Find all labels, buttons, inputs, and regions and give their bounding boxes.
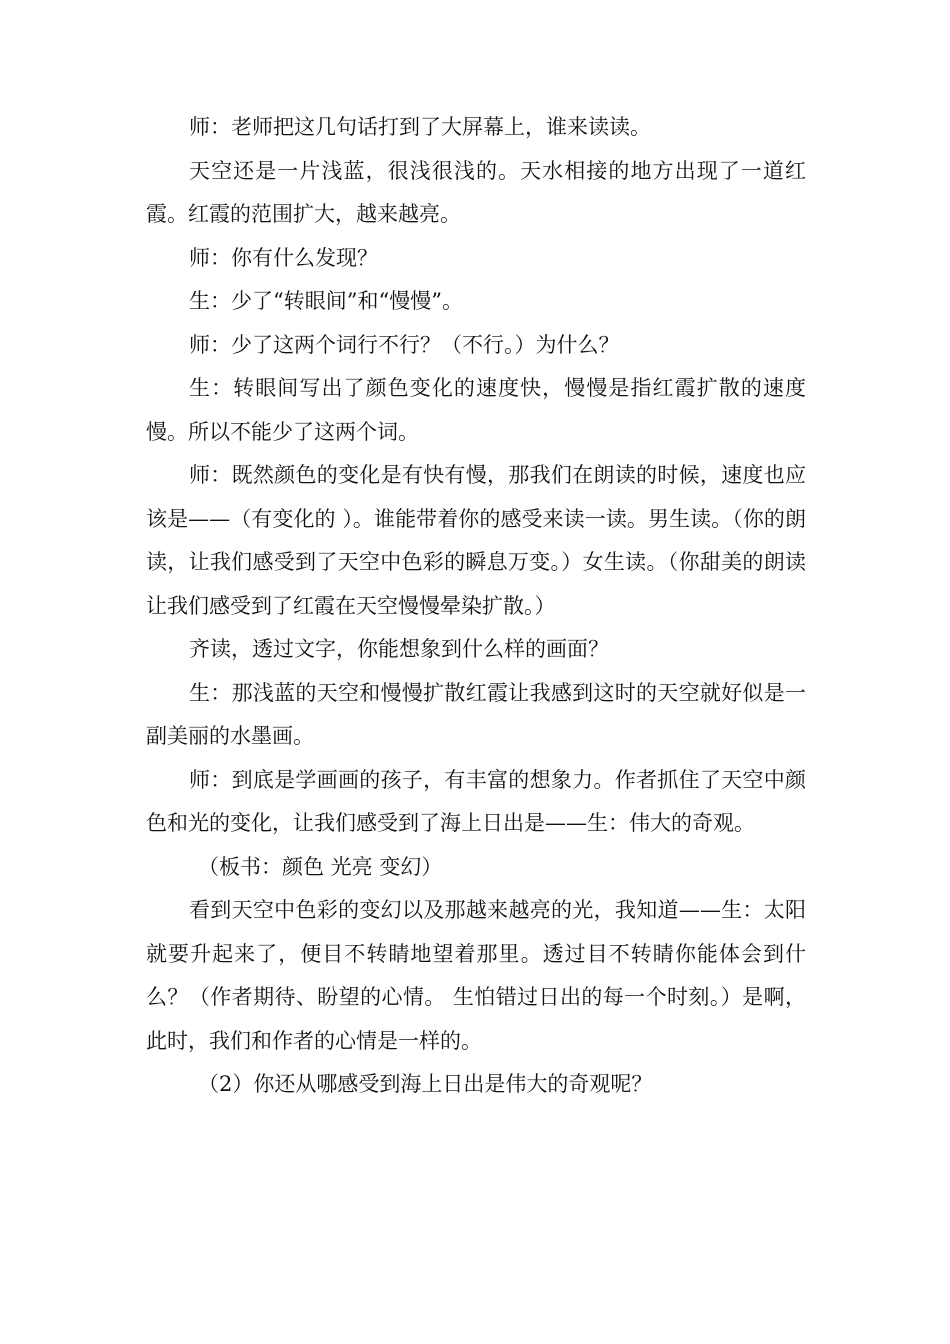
paragraph-transition: 看到天空中色彩的变幻以及那越来越亮的光，我知道——生：太阳就要升起来了，便目不转睛地望着那里。透过目不转睛你能体会到什么？（作者期待、盼望的心情。 生怕错过日出的每一个时刻。）是啊，此时，我们和作者的心情是一样的。 bbox=[146, 898, 806, 1053]
paragraph-board-notes: （板书：颜色 光亮 变幻） bbox=[198, 854, 443, 879]
paragraph-teacher-followup: 师：少了这两个词行不行？（不行。）为什么？ bbox=[189, 332, 620, 357]
paragraph-student-answer: 生：少了“转眼间”和“慢慢”。 bbox=[189, 289, 463, 313]
paragraph-student-explanation: 生：转眼间写出了颜色变化的速度快，慢慢是指红霞扩散的速度慢。所以不能少了这两个词。 bbox=[146, 376, 806, 444]
paragraph-teacher-reading-guide: 师：既然颜色的变化是有快有慢，那我们在朗读的时候，速度也应该是——（有变化的 ）。谁能带着你的感受来读一读。男生读。（你的朗读，让我们感受到了天空中色彩的瞬息万变。）女生读。（你甜美的朗读让我们感受到了红霞在天空慢慢晕染扩散。） bbox=[146, 463, 806, 618]
document-body bbox=[146, 106, 806, 1107]
paragraph-teacher-prompt: 师：老师把这几句话打到了大屏幕上，谁来读读。 bbox=[189, 115, 651, 139]
paragraph-group-reading: 齐读，透过文字，你能想象到什么样的画面？ bbox=[189, 637, 609, 661]
paragraph-teacher-summary: 师：到底是学画画的孩子，有丰富的想象力。作者抓住了天空中颜色和光的变化，让我们感受到了海上日出是——生：伟大的奇观。 bbox=[146, 767, 806, 835]
paragraph-quoted-text: 天空还是一片浅蓝，很浅很浅的。天水相接的地方出现了一道红霞。红霞的范围扩大，越来越亮。 bbox=[146, 158, 806, 226]
paragraph-teacher-question: 师：你有什么发现？ bbox=[189, 245, 378, 270]
paragraph-next-question: （2）你还从哪感受到海上日出是伟大的奇观呢？ bbox=[198, 1072, 653, 1096]
paragraph-student-imagination: 生：那浅蓝的天空和慢慢扩散红霞让我感到这时的天空就好似是一副美丽的水墨画。 bbox=[146, 680, 806, 748]
